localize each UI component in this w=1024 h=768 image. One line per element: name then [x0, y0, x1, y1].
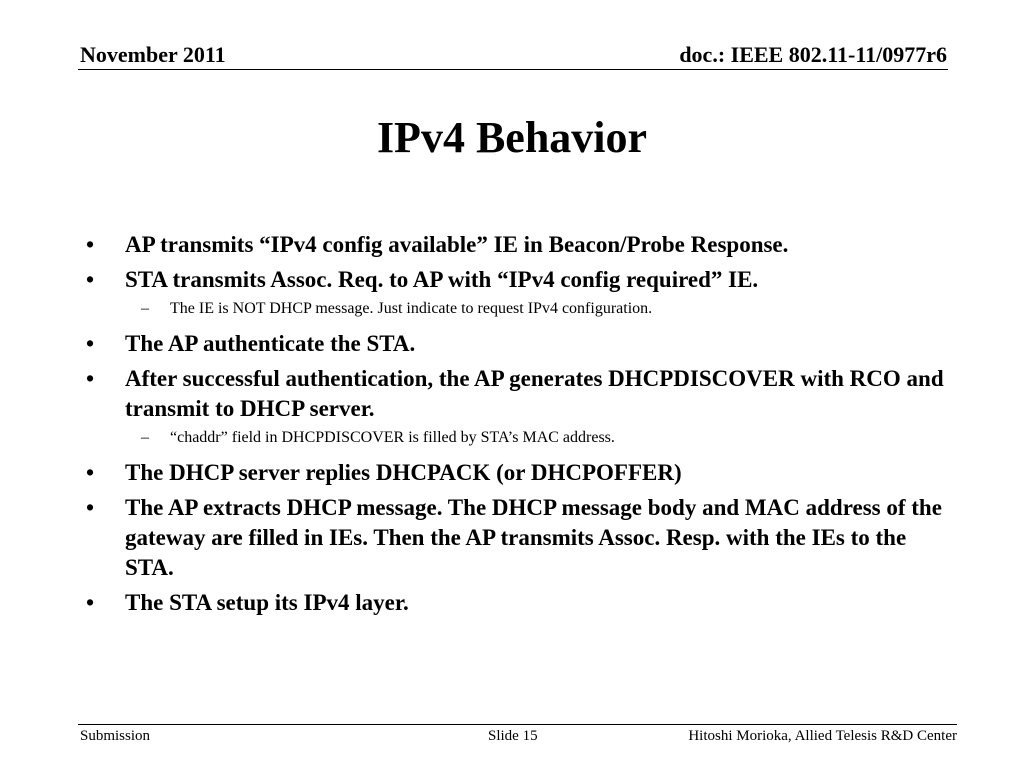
sub-bullet-item: [86, 299, 956, 319]
header-doc-id: doc.: IEEE 802.11-11/0977r6: [679, 42, 947, 67]
bullet-item: [86, 364, 956, 424]
bullet-item: [86, 493, 956, 583]
bullet-marker: •: [86, 495, 95, 520]
bullet-text: The STA setup its IPv4 layer.: [125, 590, 409, 615]
bullet-text: The DHCP server replies DHCPACK (or DHCPOFFER): [125, 460, 682, 485]
bullet-marker: •: [86, 460, 95, 485]
bullet-marker: •: [86, 232, 95, 257]
bullet-item: [86, 329, 956, 359]
sub-bullet-text: “chaddr” field in DHCPDISCOVER is filled by STA’s MAC address.: [170, 429, 615, 446]
bullet-text: AP transmits “IPv4 config available” IE in Beacon/Probe Response.: [125, 232, 789, 257]
bullet-text: The AP authenticate the STA.: [125, 331, 416, 356]
sub-bullet-marker: –: [141, 429, 149, 446]
bullet-text: The AP extracts DHCP message. The DHCP message body and MAC address of the gateway are filled in IEs. Then the AP transmits Assoc. Resp. with the IEs to the STA.: [125, 495, 942, 580]
slide-body: [86, 230, 956, 623]
footer-submission: Submission: [80, 728, 151, 744]
bullet-item: [86, 230, 956, 260]
footer-slide-number: Slide 15: [488, 728, 538, 744]
sub-bullet-item: [86, 428, 956, 448]
bullet-text: After successful authentication, the AP generates DHCPDISCOVER with RCO and transmit to DHCP server.: [125, 366, 944, 421]
sub-bullet-marker: –: [141, 300, 149, 317]
slide-title: IPv4 Behavior: [376, 113, 648, 162]
bullet-marker: •: [86, 590, 95, 615]
bullet-text: STA transmits Assoc. Req. to AP with “IPv4 config required” IE.: [125, 267, 759, 292]
bullet-item: [86, 458, 956, 488]
header-divider: [78, 69, 948, 70]
footer-divider: [78, 724, 957, 725]
bullet-marker: •: [86, 331, 95, 356]
header-date: November 2011: [80, 42, 226, 67]
bullet-marker: •: [86, 267, 95, 292]
bullet-item: [86, 265, 956, 295]
bullet-marker: •: [86, 366, 95, 391]
bullet-item: [86, 588, 956, 618]
footer-author: Hitoshi Morioka, Allied Telesis R&D Center: [688, 728, 957, 744]
sub-bullet-text: The IE is NOT DHCP message. Just indicate to request IPv4 configuration.: [170, 300, 653, 317]
